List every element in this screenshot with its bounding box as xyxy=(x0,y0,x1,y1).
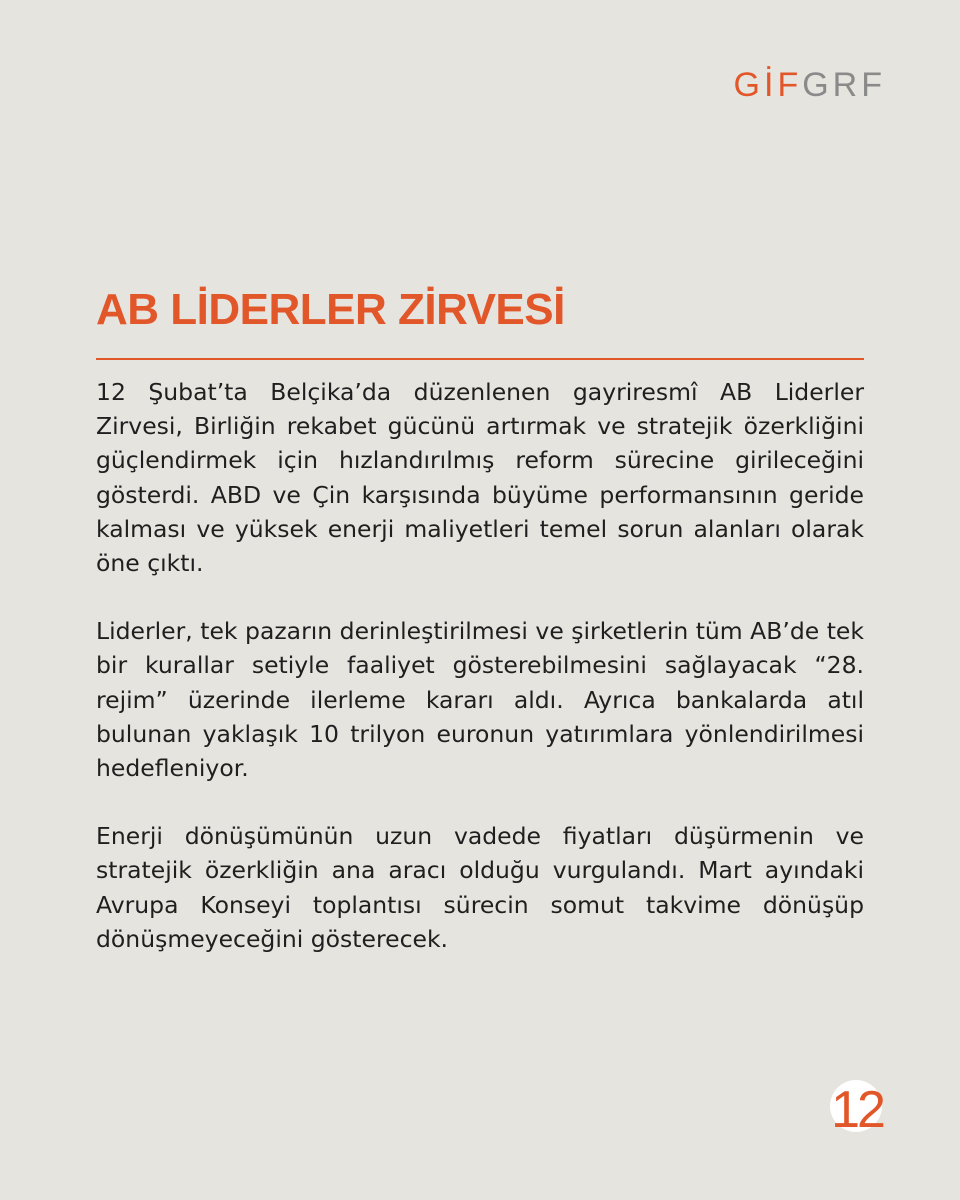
brand-logo xyxy=(734,68,886,102)
page-number: 12 xyxy=(831,1081,883,1139)
article-body xyxy=(96,375,864,990)
page-title: AB LİDERLER ZİRVESİ xyxy=(96,285,565,334)
paragraph-3: Enerji dönüşümünün uzun vadede fiyatları düşürmenin ve stratejik özerkliğin ana aracı olduğu vurgulandı. Mart ayındaki Avrupa Konseyi toplantısı sürecin somut takvime dönüşüp dönüşmeyeceğini gösterecek. xyxy=(96,822,864,953)
logo-part-grf: GRF xyxy=(802,66,886,104)
logo-part-gif: GİF xyxy=(733,66,803,104)
paragraph-1: 12 Şubat’ta Belçika’da düzenlenen gayriresmî AB Liderler Zirvesi, Birliğin rekabet gücünü artırmak ve stratejik özerkliğini güçlendirmek için hızlandırılmış reform sürecine girileceğini gösterdi. ABD ve Çin karşısında büyüme performansının geride kalması ve yüksek enerji maliyetleri temel sorun alanları olarak öne çıktı. xyxy=(96,378,864,578)
page-number-badge xyxy=(828,1078,890,1140)
title-divider xyxy=(96,358,864,360)
paragraph-2: Liderler, tek pazarın derinleştirilmesi ve şirketlerin tüm AB’de tek bir kurallar setiyle faaliyet gösterebilmesini sağlayacak “28. rejim” üzerinde ilerleme kararı aldı. Ayrıca bankalarda atıl bulunan yaklaşık 10 trilyon euronun yatırımlara yönlendirilmesi hedefleniyor. xyxy=(96,617,864,783)
